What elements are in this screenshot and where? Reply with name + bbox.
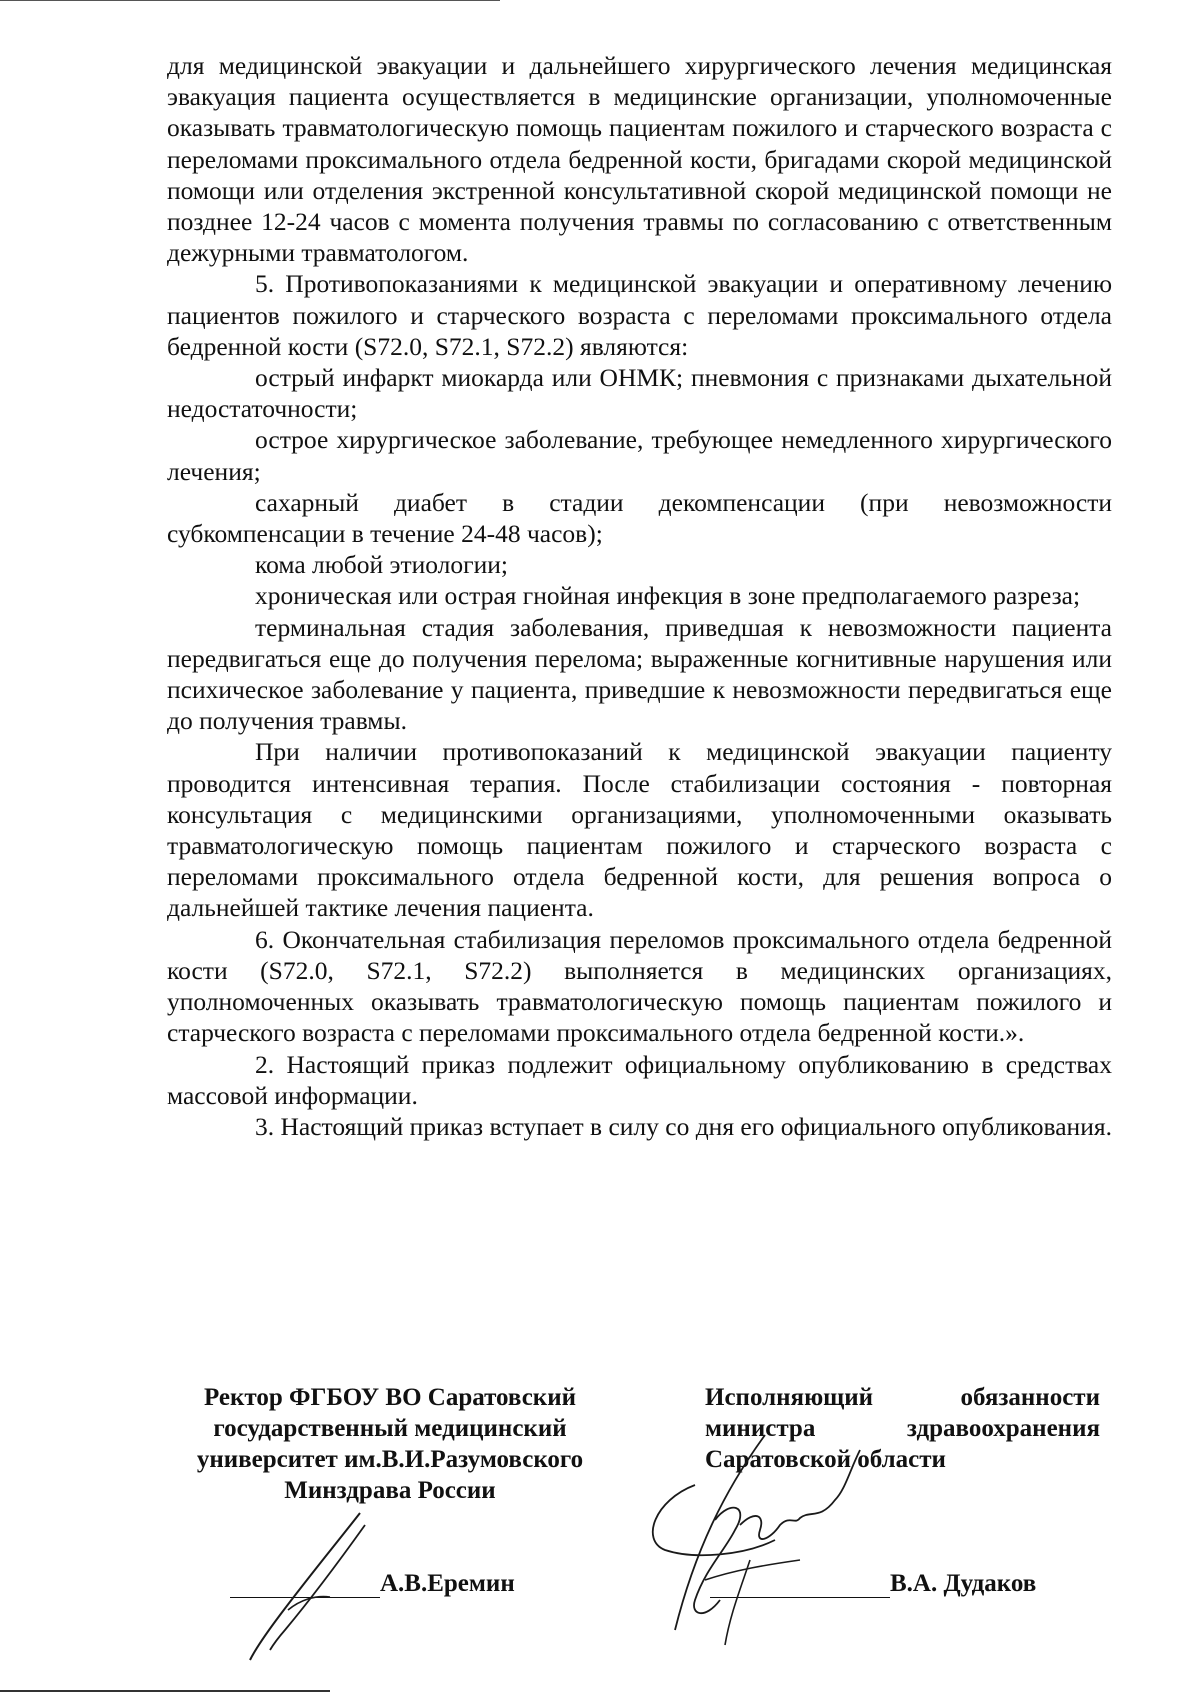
contraindication-item: терминальная стадия заболевания, приведшая к невозможности пациента передвигаться еще до получения перелома; выраженные когнитивные нарушения или психическое заболевание у пациента, приведшие к невозможности передвигаться еще до получения травмы. <box>167 612 1112 736</box>
signatory-right-line: Исполняющий обязанности <box>705 1384 1100 1411</box>
signatory-left-line: Минздрава России <box>284 1477 496 1504</box>
scan-edge-bottom <box>0 1690 330 1692</box>
paragraph-entry-into-force: 3. Настоящий приказ вступает в силу со дня его официального опубликования. <box>255 1111 1112 1141</box>
signatory-left-title <box>160 1382 620 1506</box>
signatory-right-line: Саратовской области <box>705 1446 946 1473</box>
signature-line-right <box>710 1597 890 1598</box>
signatory-right-name: В.А. Дудаков <box>890 1570 1037 1597</box>
signature-line-left <box>230 1597 380 1598</box>
paragraph-publication: 2. Настоящий приказ подлежит официальному опубликованию в средствах массовой информации. <box>167 1049 1112 1110</box>
signatory-left-name: А.В.Еремин <box>380 1570 515 1597</box>
signatory-left-line: государственный медицинский <box>213 1415 567 1442</box>
handwritten-signature-left <box>240 1505 390 1665</box>
paragraph-intensive-therapy: При наличии противопоказаний к медицинской эвакуации пациенту проводится интенсивная терапия. После стабилизации состояния - повторная консультация с медицинскими организациями, уполномоченными оказывать травматологическую помощь пациентам пожилого и старческого возраста с переломами проксимального отдела бедренной кости, для решения вопроса о дальнейшей тактике лечения пациента. <box>167 737 1112 923</box>
document-body <box>167 50 1112 1142</box>
signatory-left-line: Ректор ФГБОУ ВО Саратовский <box>203 1384 577 1411</box>
paragraph-evacuation: для медицинской эвакуации и дальнейшего хирургического лечения медицинская эвакуация пациента осуществляется в медицинские организации, уполномоченные оказывать травматологическую помощь пациентам пожилого и старческого возраста с переломами проксимального отдела бедренной кости, бригадами скорой медицинской помощи или отделения экстренной консультативной скорой медицинской помощи не позднее 12-24 часов с момента получения травмы по согласованию с ответственным дежурными травматологом. <box>167 51 1112 268</box>
signatory-left-line: университет им.В.И.Разумовского <box>196 1446 584 1473</box>
contraindication-item: острое хирургическое заболевание, требующее немедленного хирургического лечения; <box>167 425 1112 486</box>
contraindication-item: хроническая или острая гнойная инфекция в зоне предполагаемого разреза; <box>255 581 1081 611</box>
paragraph-final-stabilization: 6. Окончательная стабилизация переломов проксимального отдела бедренной кости (S72.0, S72.1, S72.2) выполняется в медицинских организациях, уполномоченных оказывать травматологическую помощь пациентам пожилого и старческого возраста с переломами проксимального отдела бедренной кости.». <box>167 924 1112 1048</box>
scan-edge-top <box>0 0 500 1</box>
contraindication-item: сахарный диабет в стадии декомпенсации (при невозможности субкомпенсации в течение 24-48 часов); <box>167 487 1112 549</box>
signatory-right-title <box>705 1382 1100 1475</box>
contraindication-item: острый инфаркт миокарда или ОНМК; пневмония с признаками дыхательной недостаточности; <box>167 363 1112 424</box>
paragraph-contraindications: 5. Противопоказаниями к медицинской эвакуации и оперативному лечению пациентов пожилого и старческого возраста с переломами проксимального отдела бедренной кости (S72.0, S72.1, S72.2) являются: <box>167 269 1112 361</box>
contraindication-item: кома любой этиологии; <box>255 550 508 580</box>
signatory-right-line: министра здравоохранения <box>705 1415 1100 1442</box>
